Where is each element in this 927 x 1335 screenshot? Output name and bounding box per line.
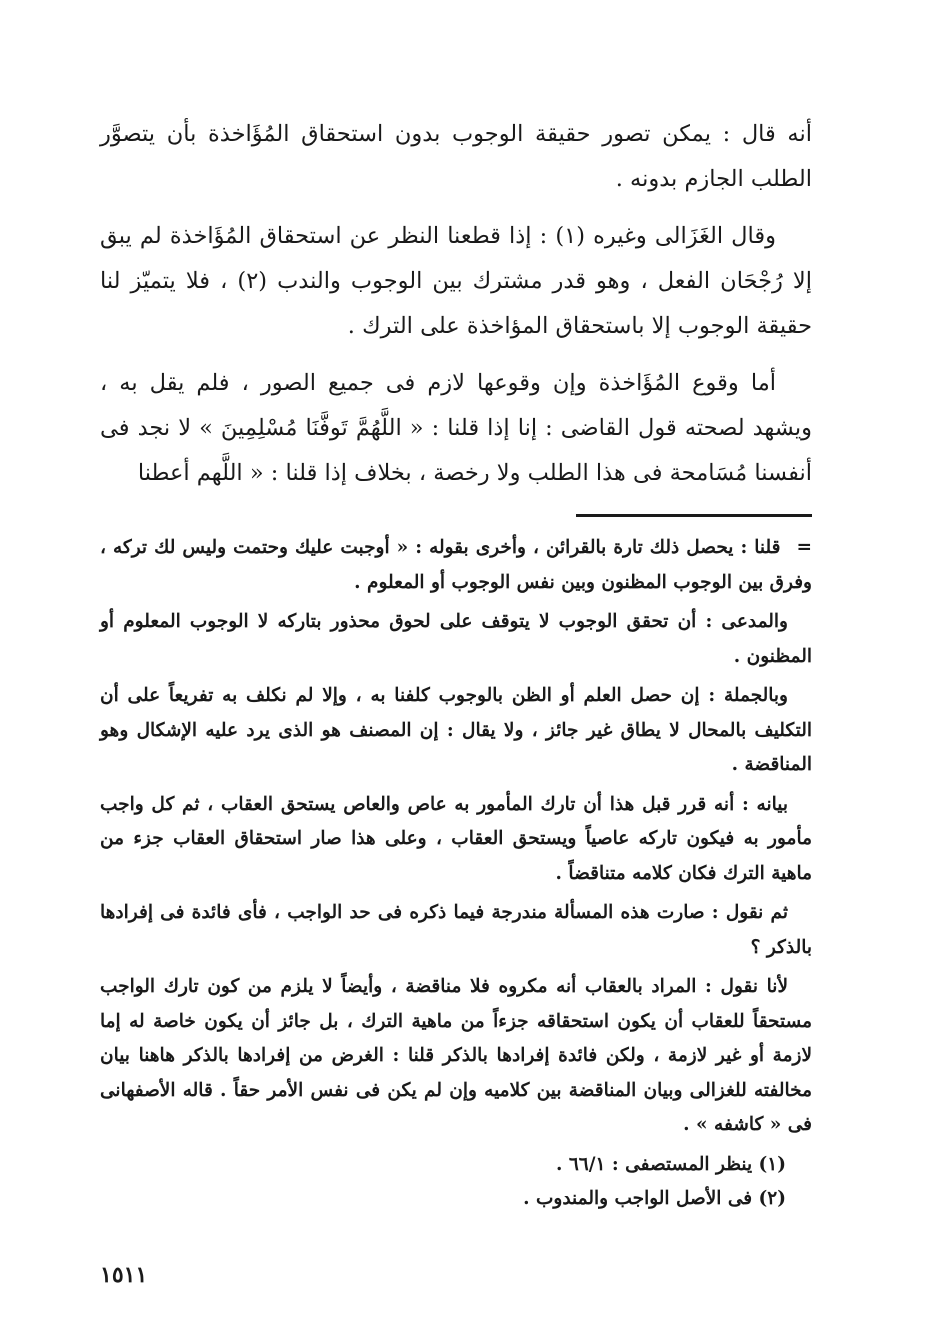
- page-number: ١٥١١: [100, 1262, 148, 1288]
- footnotes: [100, 1148, 812, 1216]
- continuation-mark: =: [796, 537, 812, 558]
- page-body: [100, 112, 812, 1216]
- commentary-block: [100, 531, 812, 1143]
- footnote-separator: [576, 514, 812, 517]
- footnote-1: (١) ينظر المستصفى : ٦٦/١ .: [555, 1153, 786, 1175]
- commentary-text-1: قلنا : يحصل ذلك تارة بالقرائن ، وأخرى بقوله : « أوجبت عليك وحتمت وليس لك تركه ، وفرق بين الوجوب المظنون وبين نفس الوجوب أو المعلوم .: [100, 537, 812, 593]
- commentary-paragraph-3: وبالجملة : إن حصل العلم أو الظن بالوجوب كلفنا به ، وإلا لم نكلف به تفريعاً على أن التكليف بالمحال لا يطاق غير جائز ، ولا يقال : إن المصنف هو الذى يرد عليه الإشكال وهو المناقضة .: [100, 685, 812, 775]
- commentary-paragraph-1: [100, 531, 812, 600]
- main-text: [100, 112, 812, 496]
- main-paragraph-1: أنه قال : يمكن تصور حقيقة الوجوب بدون استحقاق المُؤَاخذة بأن يتصوَّر الطلب الجازم بدونه .: [100, 121, 812, 192]
- main-paragraph-2: وقال الغَزَالى وغيره (١) : إذا قطعنا النظر عن استحقاق المُؤَاخذة لم يبق إلا رُجْحَان الفعل ، وهو قدر مشترك بين الوجوب والندب (٢) ، فلا يتميّز لنا حقيقة الوجوب إلا باستحقاق المؤاخذة على الترك .: [100, 223, 812, 339]
- commentary-paragraph-5: ثم نقول : صارت هذه المسألة مندرجة فيما ذكره فى حد الواجب ، فأى فائدة فى إفرادها بالذكر ؟: [100, 902, 812, 958]
- footnote-2: (٢) فى الأصل الواجب والمندوب .: [523, 1187, 786, 1209]
- commentary-paragraph-2: والمدعى : أن تحقق الوجوب لا يتوقف على لحوق محذور بتاركه لا الوجوب المعلوم أو المظنون .: [100, 611, 812, 667]
- commentary-paragraph-6: لأنا نقول : المراد بالعقاب أنه مكروه فلا مناقضة ، وأيضاً لا يلزم من كون تارك الواجب مستحقاً للعقاب أن يكون استحقاقه جزءاً من ماهية الترك ، بل جائز أن يكون خاصة له إما لازمة أو غير لازمة ، ولكن فائدة إفرادها بالذكر قلنا : الغرض من إفرادها بالذكر هاهنا بيان مخالفته للغزالى وبيان المناقضة بين كلاميه وإن لم يكن فى نفس الأمر حقاً . قاله الأصفهانى فى « كاشفه » .: [100, 976, 812, 1135]
- commentary-paragraph-4: بيانه : أنه قرر قبل هذا أن تارك المأمور به عاص والعاص يستحق العقاب ، ثم كل واجب مأمور به فيكون تاركه عاصياً ويستحق العقاب ، وعلى هذا صار استحقاق العقاب جزء من ماهية الترك فكان كلامه متناقضاً .: [100, 793, 812, 884]
- main-paragraph-3: أما وقوع المُؤَاخذة وإن وقوعها لازم فى جميع الصور ، فلم يقل به ، ويشهد لصحته قول القاضى : إنا إذا قلنا : « اللَّهُمَّ تَوفَّنَا مُسْلِمِينَ » لا نجد فى أنفسنا مُسَامحة فى هذا الطلب ولا رخصة ، بخلاف إذا قلنا : « اللَّهم أعطنا: [100, 370, 812, 486]
